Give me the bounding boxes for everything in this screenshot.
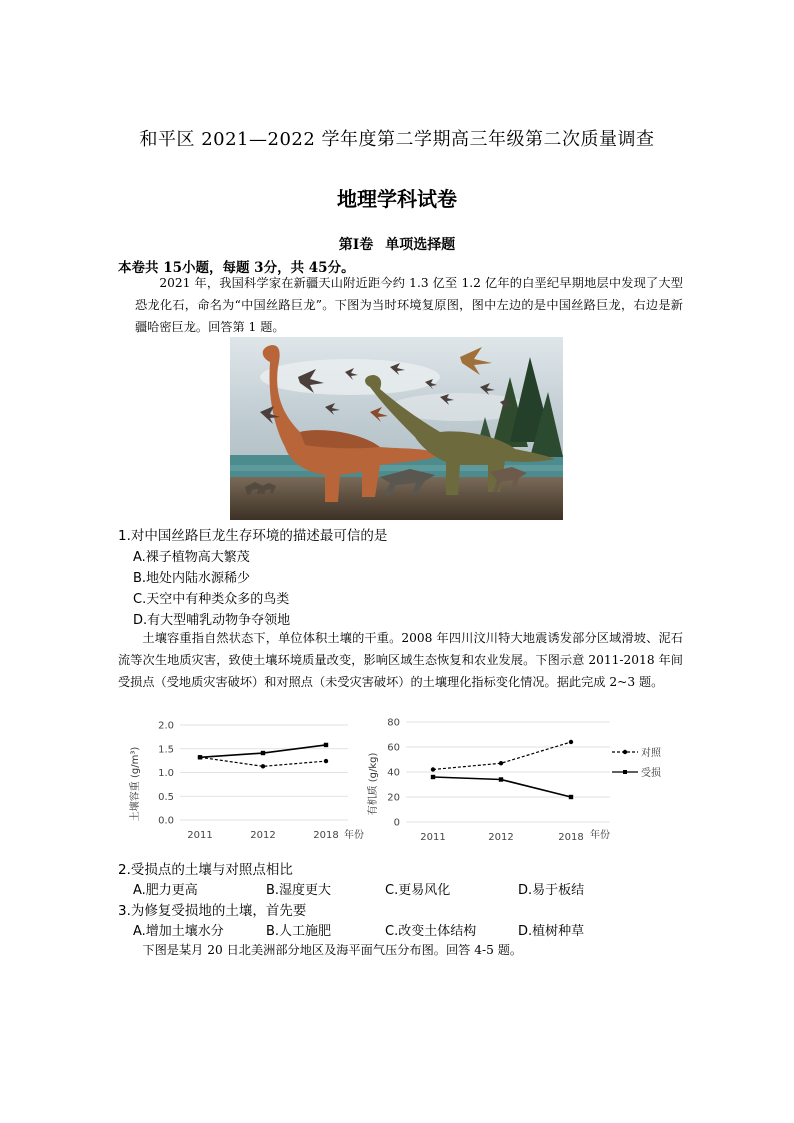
q1-option-d: D.有大型哺乳动物争夺领地: [133, 613, 291, 628]
section-heading: [0, 234, 794, 254]
chart2-legend: [612, 746, 662, 779]
data-point: [431, 775, 435, 779]
x-tick-label: 2012: [250, 830, 276, 841]
y-tick-label: 80: [387, 717, 400, 729]
y-tick-label: 0: [393, 817, 400, 829]
question-2-stem: 2.受损点的土壤与对照点相比: [118, 862, 293, 878]
q3-option-c: C.改变土体结构: [385, 924, 477, 939]
passage-2: 土壤容重指自然状态下，单位体积土壤的干重。2008 年四川汶川特大地震诱发部分区域滑坡、泥石流等次生地质灾害，致使土壤环境质量改变，影响区域生态恢复和农业发展。下图示意 2011-2018 年间受损点（受地质灾害破坏）和对照点（未受灾害破坏）的土壤理化指标变化情况。据此完成 2~3 题。: [118, 631, 683, 689]
x-tick-label: 2011: [187, 830, 213, 841]
y-tick-label: 0.5: [158, 791, 174, 803]
q1-option-b: B.地处内陆水源稀少: [133, 571, 251, 586]
exam-subtitle: 地理学科试卷: [337, 187, 457, 211]
instructions: 本卷共 15小题，每题 3分，共 45分。: [118, 260, 355, 276]
data-point: [499, 761, 503, 765]
q2-option-b: B.湿度更大: [266, 883, 332, 898]
y-tick-label: 1.0: [158, 768, 174, 779]
chart2-ylabel: 有机质 (g/kg): [368, 752, 379, 816]
chart1-xlabel: 年份: [344, 830, 364, 841]
data-point: [569, 795, 573, 799]
x-tick-label: 2012: [488, 832, 514, 843]
section-name: 单项选择题: [385, 237, 456, 253]
y-tick-label: 20: [387, 792, 400, 804]
q3-option-d: D.植树种草: [518, 924, 585, 939]
q2-option-d: D.易于板结: [518, 883, 585, 898]
data-point: [569, 740, 573, 744]
passage-3: 下图是某月 20 日北美洲部分地区及海平面气压分布图。回答 4-5 题。: [142, 943, 523, 957]
series-line-对照: [433, 742, 571, 770]
q3-option-a: A.增加土壤水分: [133, 924, 224, 939]
exam-title: 和平区 2021—2022 学年度第二学期高三年级第二次质量调查: [139, 129, 655, 150]
q2-option-a: A.肥力更高: [133, 883, 198, 898]
x-tick-label: 2011: [420, 832, 446, 843]
x-tick-label: 2018: [558, 832, 584, 843]
data-point: [499, 777, 503, 781]
q3-option-b: B.人工施肥: [266, 924, 332, 939]
legend-control: 对照: [641, 748, 661, 759]
data-point: [261, 751, 265, 755]
q1-option-a: A.裸子植物高大繁茂: [133, 550, 250, 565]
x-tick-label: 2018: [313, 830, 339, 841]
data-point: [261, 764, 265, 768]
chart1-ylabel: 土壤容重 (g/m³): [130, 746, 141, 822]
question-1-stem: 1.对中国丝路巨龙生存环境的描述最可信的是: [118, 528, 388, 544]
q2-option-c: C.更易风化: [385, 883, 451, 898]
data-point: [198, 755, 202, 759]
y-tick-label: 2.0: [158, 720, 174, 732]
y-tick-label: 60: [387, 742, 400, 754]
y-tick-label: 1.5: [158, 744, 174, 756]
section-label: 第Ⅰ卷: [338, 237, 374, 253]
legend-damaged: 受损: [641, 768, 661, 779]
soil-bulk-density-chart: [118, 712, 364, 852]
data-point: [431, 767, 435, 771]
chart2-xlabel: 年份: [590, 830, 610, 841]
passage-1: 2021 年，我国科学家在新疆天山附近距今约 1.3 亿至 1.2 亿年的白垩纪早期地层中发现了大型恐龙化石，命名为“中国丝路巨龙”。下图为当时环境复原图，图中左边的是中国丝路巨龙，右边是新疆哈密巨龙。回答第 1 题。: [135, 276, 683, 334]
organic-matter-chart: [362, 712, 676, 852]
q1-option-c: C.天空中有种类众多的鸟类: [133, 592, 290, 607]
y-tick-label: 40: [387, 767, 400, 779]
y-tick-label: 0.0: [158, 815, 174, 827]
dinosaur-reconstruction-image: [230, 337, 563, 520]
data-point: [324, 743, 328, 747]
question-3-stem: 3.为修复受损地的土壤，首先要: [118, 903, 307, 919]
data-point: [324, 759, 328, 763]
